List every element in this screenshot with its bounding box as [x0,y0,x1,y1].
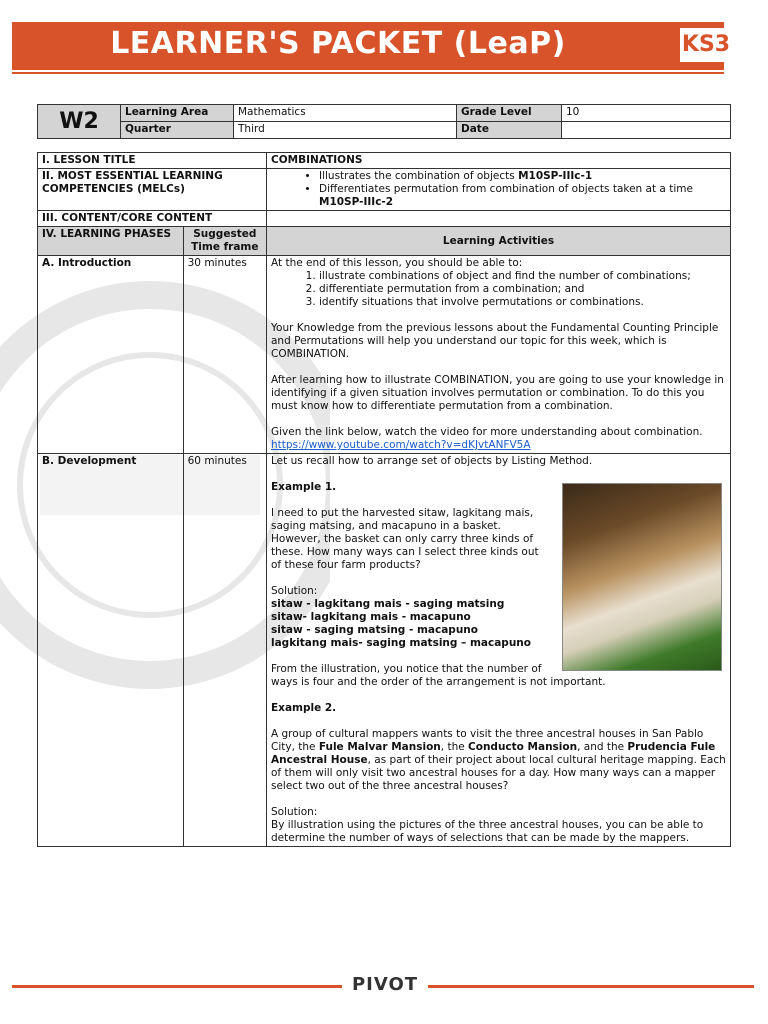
example-1-text: I need to put the harvested sitaw, lagkitang mais, saging matsing, and macapuno in a basket. However, the basket can only carry three kinds of these. How many ways can I select three kinds out of these four farm products? [271,507,539,571]
date-label: Date [457,122,562,139]
phases-header: IV. LEARNING PHASES [38,227,184,256]
learning-area-label: Learning Area [121,105,234,122]
objective-item: 1. illustrate combinations of object and find the number of combinations; [319,270,726,283]
farm-products-image [562,483,722,671]
objective-item: 3. identify situations that involve permutations or combinations. [319,296,726,309]
intro-paragraph: Given the link below, watch the video for more understanding about combination. [271,426,703,438]
footer-rule-right [428,985,754,988]
grade-level-value: 10 [562,105,731,122]
melc-code: M10SP-IIIc-1 [518,170,593,182]
stage-badge: KS3 [680,28,732,62]
content-value [267,211,731,227]
activities-header: Learning Activities [267,227,731,256]
example-2-title: Example 2. [271,702,337,714]
pivot-logo: PIVOT [351,974,419,995]
content-label: III. CONTENT/CORE CONTENT [38,211,267,227]
time-introduction: 30 minutes [183,256,266,454]
melc-item: • Differentiates permutation from combination of objects taken at a time M10SP-IIIc-2 [319,183,726,209]
info-table [37,104,731,139]
solution-2-label: Solution: [271,806,318,818]
activities-development [267,454,731,847]
intro-paragraph: Your Knowledge from the previous lessons about the Fundamental Counting Principle and Permutations will help you understand our topic for this week, which is COMBINATION. [271,322,719,360]
solution-label: Solution: [271,585,318,597]
header-rule [12,72,724,74]
intro-lead: At the end of this lesson, you should be able to: [271,257,523,269]
phase-development: B. Development [38,454,184,847]
lesson-title-label: I. LESSON TITLE [38,153,267,169]
example-1-conclusion: From the illustration, you notice that the number of ways is four and the order of the arrangement is not important. [271,663,606,688]
phase-introduction: A. Introduction [38,256,184,454]
timeframe-header: Suggested Time frame [183,227,266,256]
week-cell: W2 [38,105,121,139]
date-value [562,122,731,139]
solution-line: sitaw- lagkitang mais - macapuno [271,611,471,623]
learning-area-value: Mathematics [234,105,457,122]
packet-title: LEARNER'S PACKET (LeaP) [110,26,566,61]
video-link[interactable]: https://www.youtube.com/watch?v=dKJvtANFV5A [271,439,531,451]
dev-intro: Let us recall how to arrange set of objects by Listing Method. [271,455,593,467]
example-2-text: A group of cultural mappers wants to visit the three ancestral houses in San Pablo City, the Fule Malvar Mansion, the Conducto Mansion, and the Prudencia Fule Ancestral House, as part of their project about local cultural heritage mapping. Each of them will only visit two ancestral houses for a day. How many ways can a mapper select two out of the three ancestral houses? [271,728,726,792]
solution-line: lagkitang mais- saging matsing – macapuno [271,637,531,649]
activities-introduction [267,256,731,454]
time-development: 60 minutes [183,454,266,847]
solution-line: sitaw - lagkitang mais - saging matsing [271,598,505,610]
lesson-title: COMBINATIONS [267,153,731,169]
quarter-label: Quarter [121,122,234,139]
solution-line: sitaw - saging matsing - macapuno [271,624,478,636]
objective-item: 2. differentiate permutation from a combination; and [319,283,726,296]
footer-rule-left [12,985,342,988]
solution-2-text: By illustration using the pictures of the three ancestral houses, you can be able to determine the number of ways of selections that can be made by the mappers. [271,819,704,844]
melc-list [267,169,731,211]
header-banner [12,22,731,70]
melc-label: II. MOST ESSENTIAL LEARNING COMPETENCIES (MELCs) [38,169,267,211]
quarter-value: Third [234,122,457,139]
example-1-title: Example 1. [271,481,337,493]
grade-level-label: Grade Level [457,105,562,122]
melc-item: • Illustrates the combination of objects M10SP-IIIc-1 [319,170,726,183]
melc-code: M10SP-IIIc-2 [319,196,394,208]
lesson-table [37,152,731,847]
intro-paragraph: After learning how to illustrate COMBINATION, you are going to use your knowledge in identifying if a given situation involves permutation or combination. To do this you must know how to differentiate permutation from a combination. [271,374,724,412]
